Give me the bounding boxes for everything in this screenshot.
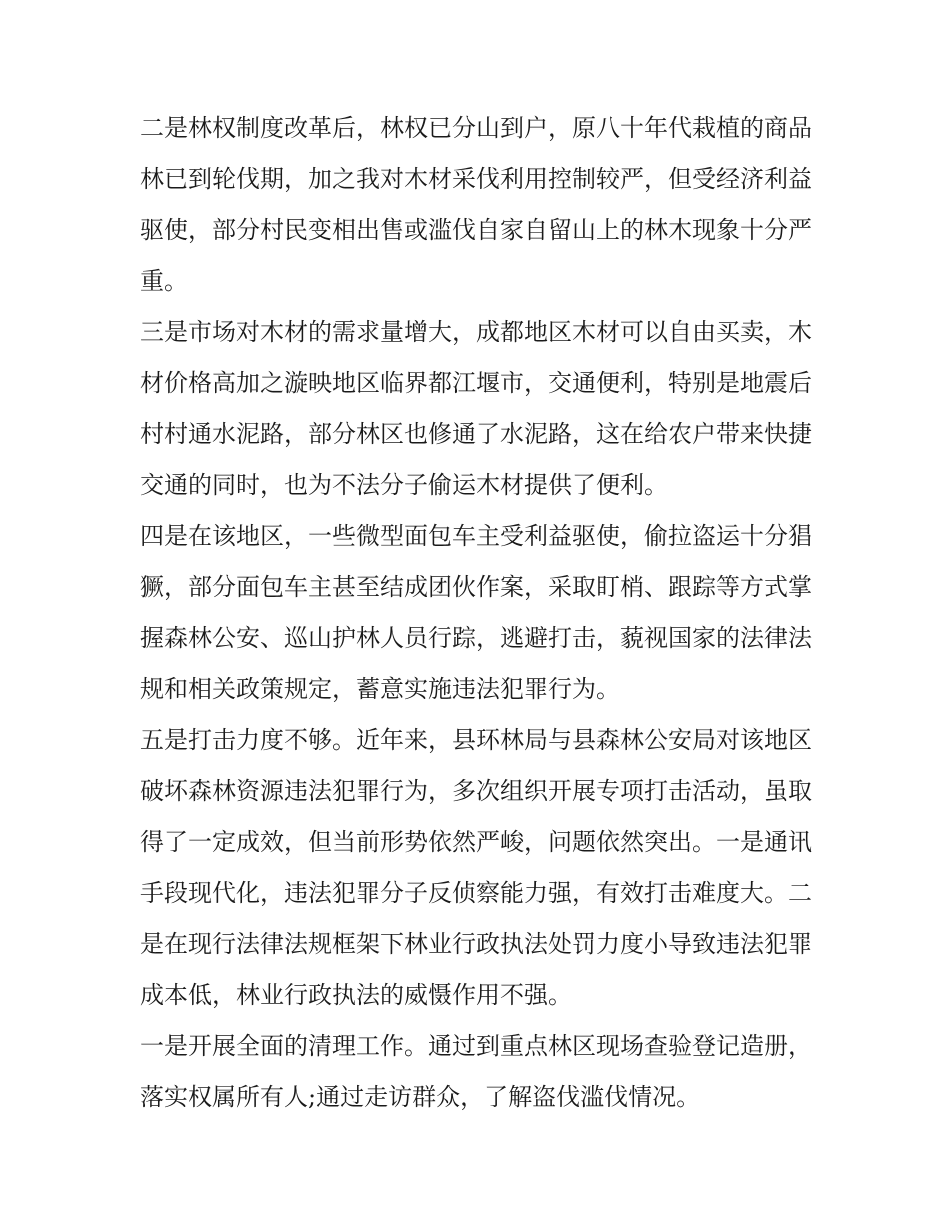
paragraph-reason-timber-demand: 三是市场对木材的需求量增大，成都地区木材可以自由买卖，木材价格高加之漩映地区临界都江堰市，交通便利，特别是地震后村村通水泥路，部分林区也修通了水泥路，这在给农户带来快捷交通的同时，也为不法分子偷运木材提供了便利。 — [140, 318, 812, 499]
paragraph-reason-minivan-gangs: 四是在该地区，一些微型面包车主受利益驱使，偷拉盗运十分猖獗，部分面包车主甚至结成团伙作案，采取盯梢、跟踪等方式掌握森林公安、巡山护林人员行踪，逃避打击，藐视国家的法律法规和相关政策规定，蓄意实施违法犯罪行为。 — [140, 522, 812, 703]
document-body — [140, 103, 812, 1123]
paragraph-measure-cleanup: 一是开展全面的清理工作。通过到重点林区现场查验登记造册，落实权属所有人;通过走访群众，了解盗伐滥伐情况。 — [140, 1032, 812, 1111]
paragraph-reason-weak-enforcement: 五是打击力度不够。近年来，县环林局与县森林公安局对该地区破坏森林资源违法犯罪行为，多次组织开展专项打击活动，虽取得了一定成效，但当前形势依然严峻，问题依然突出。一是通讯手段现代化，违法犯罪分子反侦察能力强，有效打击难度大。二是在现行法律法规框架下林业行政执法处罚力度小导致违法犯罪成本低，林业行政执法的威慑作用不强。 — [140, 726, 812, 1009]
paragraph-reason-forest-reform: 二是林权制度改革后，林权已分山到户，原八十年代栽植的商品林已到轮伐期，加之我对木材采伐利用控制较严，但受经济利益驱使，部分村民变相出售或滥伐自家自留山上的林木现象十分严重。 — [140, 114, 812, 295]
